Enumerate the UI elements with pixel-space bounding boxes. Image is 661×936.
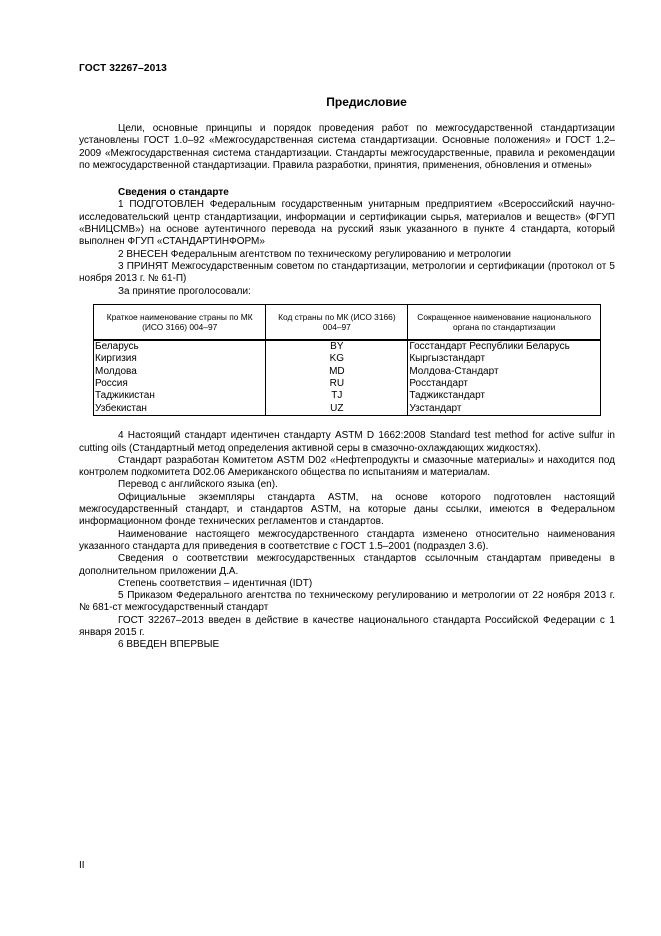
item-1-paragraph: 1 ПОДГОТОВЛЕН Федеральным государственным унитарным предприятием «Всероссийский научно-исследовательский центр стандартизации, информации и сертификации сырья, материалов и веществ» (ФГУП «ВНИЦСМВ») на основе аутентичного перевода на русский язык указанного в пункте 4 стандарта, который выполнен ФГУП «СТАНДАРТИНФОРМ» — [79, 199, 615, 248]
section-heading: Сведения о стандарте — [118, 187, 229, 199]
code-cell: TJ — [266, 390, 408, 402]
table-row — [94, 366, 601, 378]
committee-paragraph: Стандарт разработан Комитетом ASTM D02 «Нефтепродукты и смазочные материалы» и находится под контролем подкомитета D02.06 Американского общества по испытаниям и материалам. — [79, 454, 615, 479]
country-cell: Узбекистан — [94, 403, 266, 416]
country-cell: Таджикистан — [94, 390, 266, 402]
effective-date-paragraph: ГОСТ 32267–2013 введен в действие в качестве национального стандарта Российской Федерации с 1 января 2015 г. — [79, 614, 615, 639]
table-row — [94, 390, 601, 402]
code-cell: MD — [266, 366, 408, 378]
column-header-body: Сокращенное наименование национального органа по стандартизации — [408, 304, 601, 340]
code-cell: UZ — [266, 403, 408, 416]
item-6-paragraph: 6 ВВЕДЕН ВПЕРВЫЕ — [118, 639, 220, 651]
table-header-row — [94, 304, 601, 340]
correspondence-paragraph: Сведения о соответствии межгосударственных стандартов ссылочным стандартам приведены в дополнительном приложении Д.А. — [79, 553, 615, 577]
document-body — [79, 123, 615, 652]
voted-label: За принятие проголосовали: — [118, 285, 251, 297]
official-copies-paragraph: Официальные экземпляры стандарта ASTM, на основе которого подготовлен настоящий межгосударственный стандарт, и стандартов ASTM, на которые даны ссылки, имеются в Федеральном информационном фонде технических регламентов и стандартов. — [79, 491, 615, 528]
code-cell: KG — [266, 353, 408, 365]
document-header: ГОСТ 32267–2013 — [79, 63, 167, 74]
table-row — [94, 353, 601, 365]
country-cell: Киргизия — [94, 353, 266, 365]
page-number: II — [79, 860, 85, 871]
code-cell: BY — [266, 340, 408, 353]
conformity-degree-paragraph: Степень соответствия – идентичная (IDT) — [118, 577, 313, 589]
item-5-paragraph: 5 Приказом Федерального агентства по техническому регулированию и метрологии от 22 ноября 2013 г. № 681-ст межгосударственный стандарт — [79, 590, 615, 614]
country-cell: Беларусь — [94, 340, 266, 353]
column-header-country: Краткое наименование страны по МК (ИСО 3166) 004–97 — [94, 304, 266, 340]
item-2-paragraph: 2 ВНЕСЕН Федеральным агентством по техническому регулированию и метрологии — [118, 248, 511, 260]
page-title: Предисловие — [326, 95, 407, 109]
body-cell: Молдова-Стандарт — [408, 366, 601, 378]
item-3-paragraph: 3 ПРИНЯТ Межгосударственным советом по стандартизации, метрологии и сертификации (протокол от 5 ноября 2013 г. № 61-П) — [79, 260, 615, 285]
body-cell: Госстандарт Республики Беларусь — [408, 340, 601, 353]
code-cell: RU — [266, 378, 408, 390]
table-row — [94, 378, 601, 390]
translation-paragraph: Перевод с английского языка (en). — [118, 479, 278, 491]
body-cell: Кыргызстандарт — [408, 353, 601, 365]
body-cell: Узстандарт — [408, 403, 601, 416]
item-4-paragraph: 4 Настоящий стандарт идентичен стандарту ASTM D 1662:2008 Standard test method for active sulfur in cutting oils (Стандартный метод определения активной серы в смазочно-охлаждающих жидкостях). — [79, 430, 615, 454]
intro-paragraph: Цели, основные принципы и порядок проведения работ по межгосударственной стандартизации установлены ГОСТ 1.0–92 «Межгосударственная система стандартизации. Основные положения» и ГОСТ 1.2–2009 «Межгосударственная система стандартизации. Стандарты межгосударственные, правила и рекомендации по межгосударственной стандартизации. Правила разработки, принятия, применения, обновления и отмены» — [79, 123, 615, 171]
country-cell: Молдова — [94, 366, 266, 378]
name-change-paragraph: Наименование настоящего межгосударственного стандарта изменено относительно наименования указанного стандарта для приведения в соответствие с ГОСТ 1.5–2001 (подраздел 3.6). — [79, 528, 615, 552]
body-cell: Таджикстандарт — [408, 390, 601, 402]
voting-states-table — [93, 304, 601, 416]
column-header-code: Код страны по МК (ИСО 3166) 004–97 — [266, 304, 408, 340]
country-cell: Россия — [94, 378, 266, 390]
table-row — [94, 340, 601, 353]
body-cell: Росстандарт — [408, 378, 601, 390]
after-table-block — [79, 430, 615, 651]
table-row — [94, 403, 601, 416]
